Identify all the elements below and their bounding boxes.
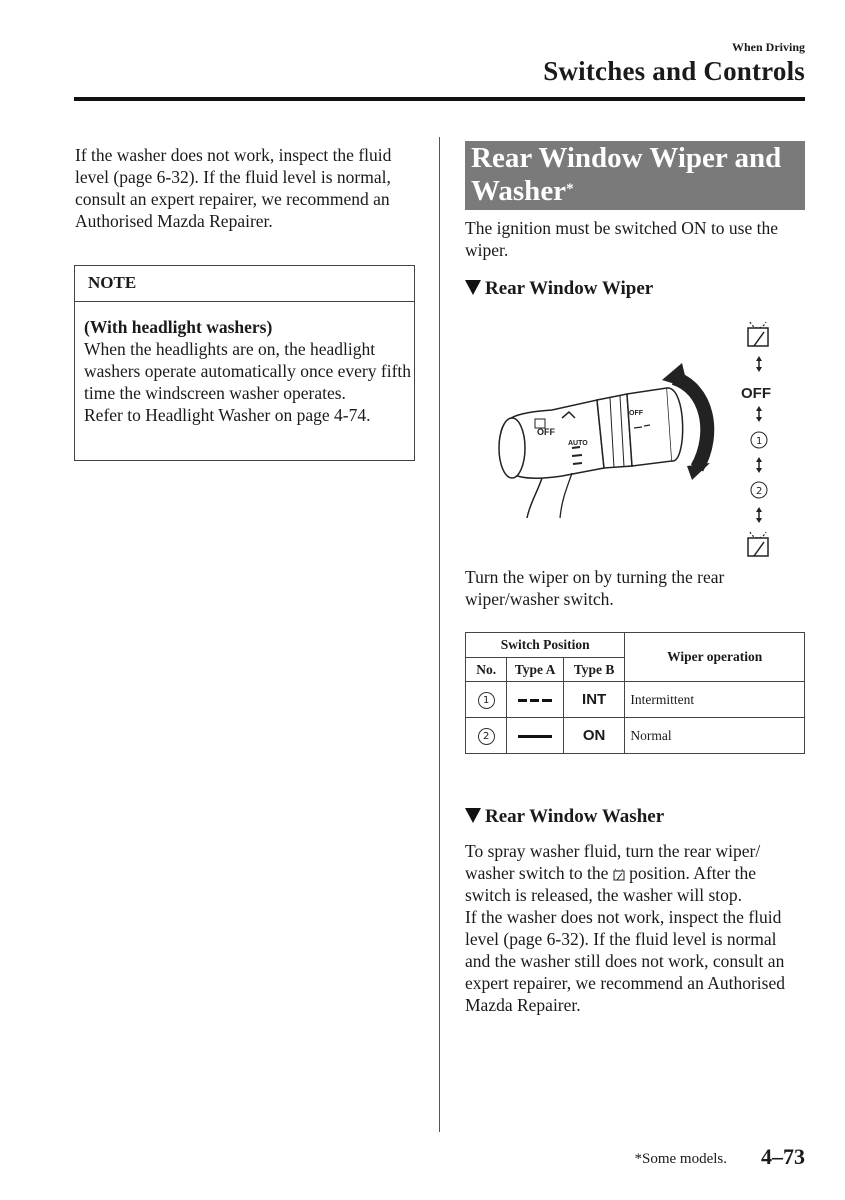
note-box (74, 265, 415, 461)
row-number: 2 (478, 728, 495, 745)
stalk-auto-label: AUTO (568, 440, 588, 447)
washer-icon (613, 867, 625, 881)
note-reference: Refer to Headlight Washer on page 4-74. (84, 405, 371, 425)
operation-cell: Intermittent (625, 682, 805, 718)
row-no-cell (466, 718, 507, 754)
note-title: NOTE (88, 273, 137, 292)
operation-cell: Normal (625, 718, 805, 754)
row-number: 1 (478, 692, 495, 709)
wiper-stalk-illustration (492, 318, 792, 563)
dashed-line-symbol (518, 698, 552, 704)
chapter-title: Switches and Controls (543, 56, 805, 86)
washer-text-part2: position. After the switch is released, the washer will stop. (465, 863, 756, 905)
row-no-cell (466, 682, 507, 718)
stalk-off2-label: OFF (629, 410, 643, 417)
header-type-b: Type B (563, 658, 625, 682)
banner-asterisk: * (566, 181, 574, 197)
footnote: *Some models. (634, 1151, 727, 1167)
washer-text-part1: To spray washer fluid, turn the rear wiper/ washer switch to the (465, 841, 761, 883)
position-off-label: OFF (741, 385, 771, 402)
up-down-arrow-icon (756, 457, 762, 473)
washer-heading-text: Rear Window Washer (485, 806, 665, 827)
position-2-label: 2 (756, 486, 763, 497)
type-b-cell: ON (563, 718, 625, 754)
header-type-a: Type A (507, 658, 564, 682)
note-header (75, 266, 414, 302)
up-down-arrow-icon (756, 507, 762, 523)
type-a-cell (507, 682, 564, 718)
note-subtitle: (With headlight washers) (84, 317, 273, 337)
washer-paragraph (465, 840, 805, 1016)
washer-bottom-icon (748, 532, 768, 556)
wiper-heading (465, 278, 653, 300)
stalk-off-label: OFF (537, 427, 555, 437)
header-rule (74, 97, 805, 101)
wiper-text: Turn the wiper on by turning the rear wiper/washer switch. (465, 567, 725, 609)
table-row (466, 718, 805, 754)
table-row (466, 682, 805, 718)
washer-text-part3: If the washer does not work, inspect the fluid level (page 6-32). If the fluid level is normal and the washer still does not work, consult an expert repairer, we recommend an Authorised Mazda Repairer. (465, 907, 785, 1015)
header-wiper-operation: Wiper operation (625, 633, 805, 682)
page-number: 4–73 (761, 1144, 805, 1169)
triangle-bullet-icon (465, 280, 481, 295)
triangle-bullet-icon (465, 808, 481, 823)
washer-heading (465, 806, 664, 828)
left-paragraph: If the washer does not work, inspect the fluid level (page 6-32). If the fluid level is normal, consult an expert repairer, we recommend an Authorised Mazda Repairer. (75, 145, 392, 231)
intro-text: The ignition must be switched ON to use the wiper. (465, 218, 779, 260)
switch-position-table (465, 632, 805, 754)
note-text: When the headlights are on, the headlight washers operate automatically once every fifth time the windscreen washer operates. (84, 339, 412, 403)
section-banner (465, 141, 805, 210)
header-no: No. (466, 658, 507, 682)
banner-title: Rear Window Wiper and Washer (471, 142, 782, 207)
header-switch-position: Switch Position (466, 633, 625, 658)
solid-line-symbol (518, 734, 552, 740)
up-down-arrow-icon (756, 356, 762, 372)
type-b-cell: INT (563, 682, 625, 718)
section-label: When Driving (731, 40, 805, 54)
wiper-switch-diagram (492, 318, 792, 563)
wiper-heading-text: Rear Window Wiper (485, 278, 654, 299)
washer-top-icon (748, 322, 768, 346)
position-1-label: 1 (756, 436, 763, 447)
column-divider (439, 137, 440, 1132)
note-body (84, 316, 412, 426)
up-down-arrow-icon (756, 406, 762, 422)
type-a-cell (507, 718, 564, 754)
